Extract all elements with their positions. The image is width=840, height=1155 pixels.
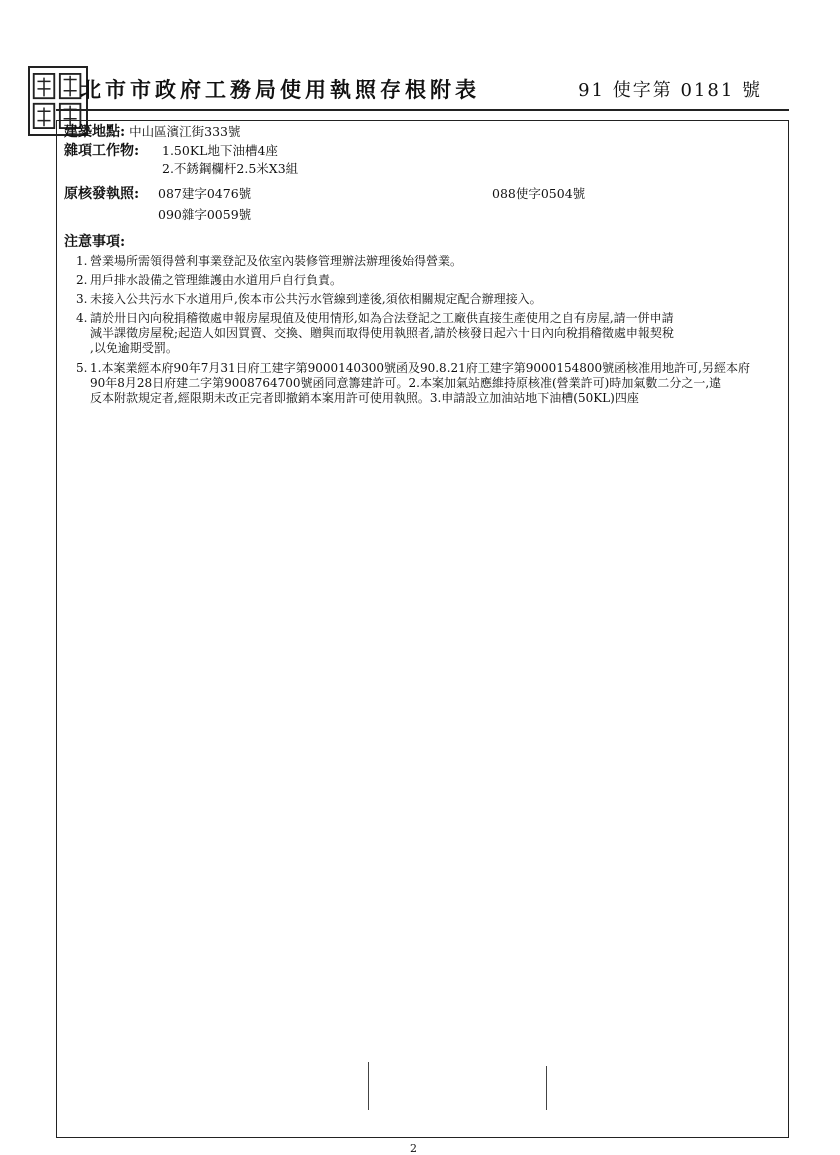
header-rule [56,109,789,111]
original-permit-item: 090雜字0059號 [158,207,252,222]
misc-item: 2.不銹鋼欄杆2.5米X3組 [162,161,299,176]
document-header [80,74,780,106]
original-permit-row [64,186,139,202]
location-value: 中山區濱江街333號 [129,124,241,139]
page-number: 2 [410,1142,417,1155]
location-label: 建築地點: [64,124,126,140]
misc-item: 1.50KL地下油槽4座 [162,143,278,158]
original-permit-label: 原核發執照: [64,186,140,202]
note-item: 1. 營業場所需領得營利事業登記及依室內裝修管理辦法辦理後始得營業。 [76,254,463,268]
note-item: 3. 未接入公共污水下水道用戶,俟本市公共污水管線到達後,須依相關規定配合辦理接入。 [76,292,542,306]
original-permit-item: 087建字0476號 [158,186,252,201]
note-item: 4. 請於卅日內向稅捐稽徵處申報房屋現值及使用情形,如為合法登記之工廠供直接生產使用之自有房屋,請一併申請 減半課徵房屋稅;起造人如因買賣、交換、贈與而取得使用執照者,請於核發日起六十日內向稅捐稽徵處申報契稅 ,以免逾期受罰。 [76,311,674,355]
permit-number: 91 使字第 0181 號 [578,80,762,101]
misc-row [64,143,139,159]
note-item: 2. 用戶排水設備之管理維護由水道用戶自行負責。 [76,273,343,287]
document-title: 北市市政府工務局使用執照存根附表 [80,77,480,102]
original-permit-item: 088使字0504號 [492,186,586,201]
note-item: 5. 1.本案業經本府90年7月31日府工建字第9000140300號函及90.8.21府工建字第9000154800號函核准用地許可,另經本府 90年8月28日府建二字第9008764700號函同意籌建許可。2.本案加氣站應維持原核准(營業許可)時加氣數二分之一,違 反本附款規定者,經限期未改正完者即撤銷本案用許可使用執照。3.申請設立加油站地下油槽(50KL)四座 [76,361,750,405]
scan-mark [368,1062,369,1110]
notes-heading: 注意事項: [64,234,126,250]
misc-label: 雜項工作物: [64,143,140,159]
scan-mark [546,1066,547,1110]
location-row [64,124,241,140]
